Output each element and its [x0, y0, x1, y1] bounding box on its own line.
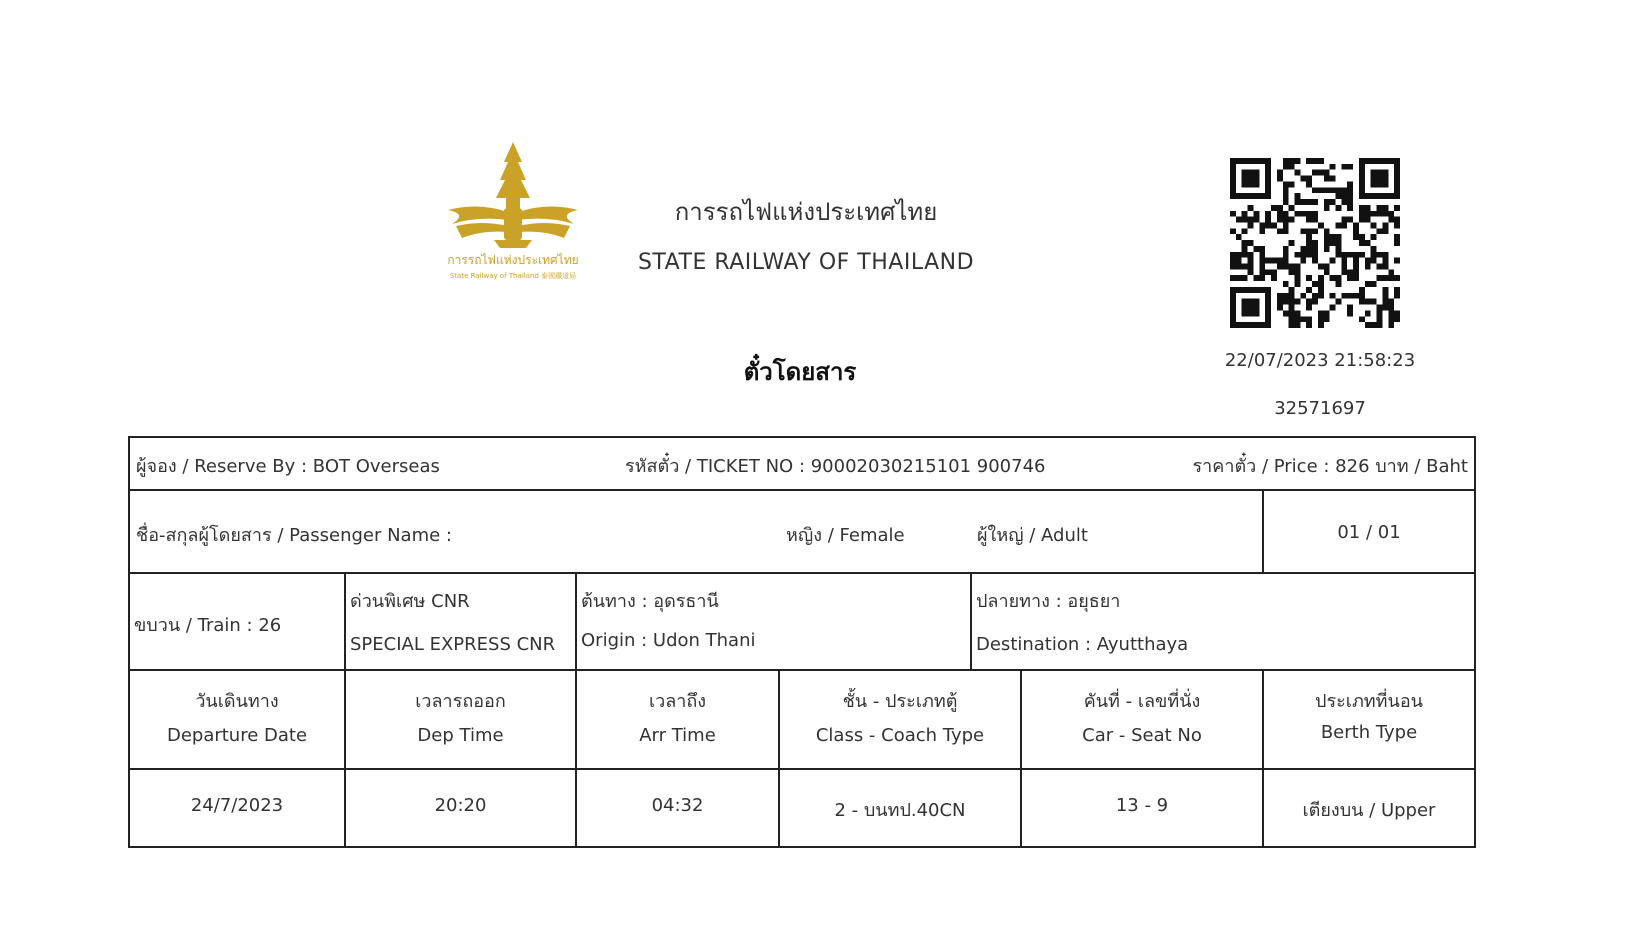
- row-divider: [130, 572, 1474, 574]
- train-type-thai: ด่วนพิเศษ CNR: [350, 591, 470, 612]
- column-header-thai: วันเดินทาง: [195, 691, 279, 712]
- column-header-english: Berth Type: [1320, 722, 1418, 743]
- org-name-english: STATE RAILWAY OF THAILAND: [637, 250, 975, 275]
- passenger-age-type: ผู้ใหญ่ / Adult: [977, 525, 1088, 546]
- passenger-gender: หญิง / Female: [786, 525, 905, 546]
- cell-divider: [575, 572, 577, 669]
- column-header-english: Departure Date: [166, 725, 308, 746]
- column-header-english: Arr Time: [639, 725, 716, 746]
- row-divider: [130, 768, 1474, 770]
- ticket-table: [128, 436, 1476, 848]
- column-header-thai: เวลาถึง: [648, 691, 707, 712]
- cell-divider: [970, 572, 972, 669]
- column-header-english: Class - Coach Type: [815, 725, 985, 746]
- departure-time-value: 20:20: [434, 795, 487, 816]
- destination-english: Destination : Ayutthaya: [976, 634, 1189, 655]
- arrival-time-value: 04:32: [651, 795, 704, 816]
- ticket-number: รหัสตั๋ว / TICKET NO : 90002030215101 900746: [625, 456, 1046, 477]
- berth-type-value: เตียงบน / Upper: [1302, 800, 1436, 821]
- qr-code-icon: [1230, 158, 1400, 328]
- column-header-english: Car - Seat No: [1082, 725, 1202, 746]
- car-seat-value: 13 - 9: [1115, 795, 1169, 816]
- reference-number: 32571697: [1274, 398, 1366, 419]
- cell-divider: [344, 572, 346, 669]
- logo-caption-thai: การรถไฟแห่งประเทศไทย: [447, 253, 579, 267]
- column-header-thai: เวลารถออก: [415, 691, 506, 712]
- class-coach-value: 2 - บนทป.40CN: [834, 800, 966, 821]
- origin-thai: ต้นทาง : อุดรธานี: [581, 591, 719, 612]
- reserve-by: ผู้จอง / Reserve By : BOT Overseas: [136, 456, 440, 477]
- org-name-thai: การรถไฟแห่งประเทศไทย: [674, 198, 938, 226]
- departure-date-value: 24/7/2023: [190, 795, 284, 816]
- destination-thai: ปลายทาง : อยุธยา: [976, 591, 1121, 612]
- column-header-thai: ประเภทที่นอน: [1315, 691, 1423, 712]
- origin-english: Origin : Udon Thani: [581, 630, 756, 651]
- passenger-name: ชื่อ-สกุลผู้โดยสาร / Passenger Name :: [136, 525, 452, 546]
- issued-timestamp: 22/07/2023 21:58:23: [1224, 350, 1416, 371]
- row-divider: [130, 669, 1474, 671]
- column-header-thai: คันที่ - เลขที่นั่ง: [1083, 691, 1201, 712]
- train-type-english: SPECIAL EXPRESS CNR: [350, 634, 556, 655]
- passenger-count: 01 / 01: [1337, 522, 1401, 543]
- train-number: ขบวน / Train : 26: [134, 615, 282, 636]
- column-header-english: Dep Time: [417, 725, 504, 746]
- srt-logo: [438, 140, 588, 290]
- row-divider: [130, 489, 1474, 491]
- document-title: ตั๋วโดยสาร: [743, 358, 857, 386]
- logo-caption-english: State Railway of Thailand 泰國鐵道局: [449, 272, 577, 280]
- column-header-thai: ชั้น - ประเภทตู้: [842, 691, 958, 712]
- ticket-price: ราคาตั๋ว / Price : 826 บาท / Baht: [1192, 456, 1468, 477]
